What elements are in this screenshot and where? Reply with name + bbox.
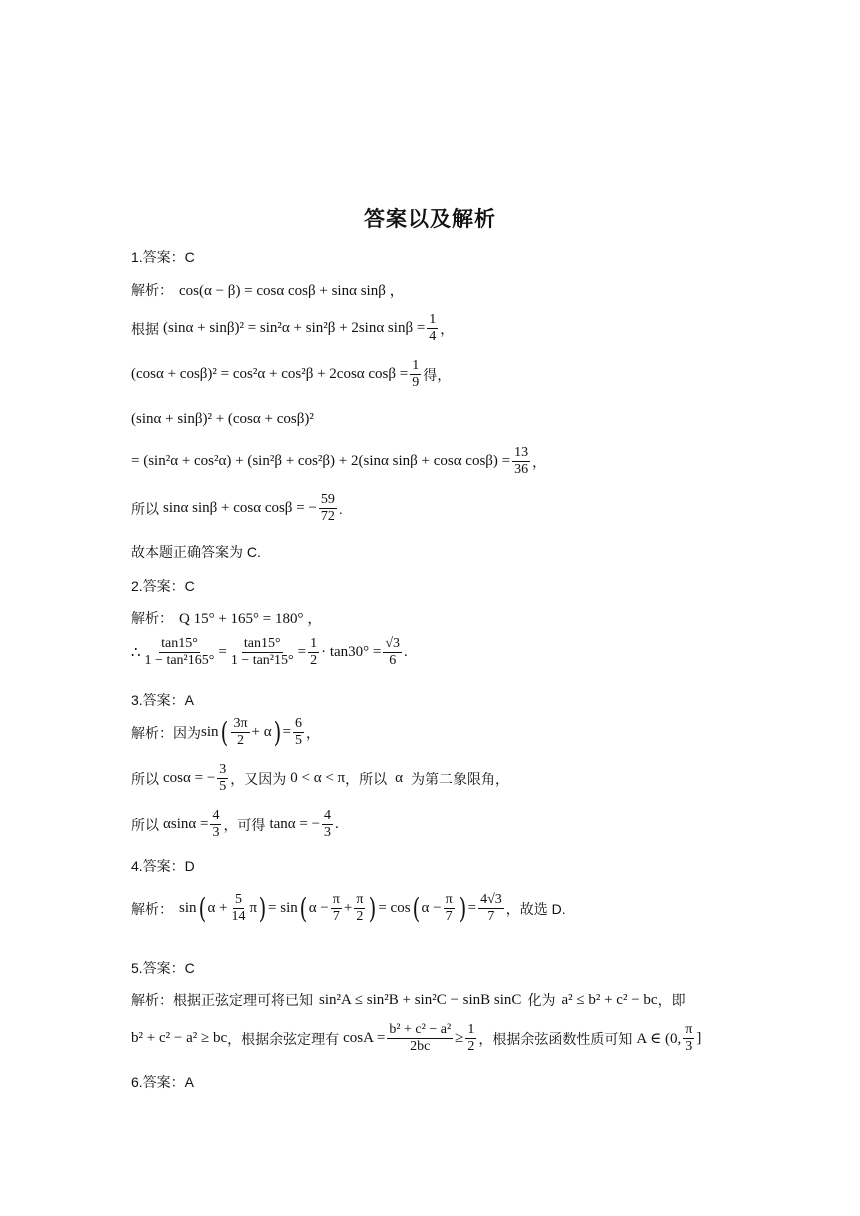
q1-solution-line-1: 解析： cos(α − β) = cosα cosβ + sinα sinβ ， (131, 281, 405, 299)
q2-solution-line-2: ∴ $\frac{\tan 15^\circ}{\text{1 − tan²165°}}$ = $\frac{\tan 15^\circ}{\text{1 − tan²15°}}$ = $\frac{1}{2}$ · tan30° = $\frac{√3}{6}$ . (131, 636, 408, 669)
q3-answer: 3.答案：A (131, 692, 195, 708)
q1-solution-line-4: (sinα + sinβ)² + (cosα + cosβ)² (131, 411, 314, 427)
q1-answer: 1.答案：C (131, 249, 195, 265)
q5-solution-line-1: 解析：根据正弦定理可将已知 sin²A ≤ sin²B + sin²C − sinB sinC 化为 a² ≤ b² + c² − bc ，即 (131, 991, 686, 1008)
q2-answer: 2.答案：C (131, 578, 195, 594)
q5-solution-line-2: b² + c² − a² ≥ bc ，根据余弦定理有 cosA = $\frac{\text{b² + c² − a²}}{2bc}$ ≥ $\frac{1}{2}$ ，根据余弦函数性质可知 A ∈ (0, $\frac{\pi}{3}$ ] (131, 1022, 702, 1055)
q1-solution-line-5: = (sin²α + cos²α) + (sin²β + cos²β) + 2(sinα sinβ + cosα cosβ) = $\frac{13}{36}$ ， (131, 445, 547, 478)
q1-solution-line-2: 根据 (sinα + sinβ)² = sin²α + sin²β + 2sinα sinβ = $\frac{1}{4}$ ， (131, 312, 455, 345)
q1-solution-line-6: 所以 sinα sinβ + cosα cosβ = − $\frac{59}{72}$ . (131, 492, 343, 525)
q3-solution-line-3: 所以 αsinα = $\frac{4}{3}$ ，可得 tanα = − $\frac{4}{3}$ . (131, 808, 339, 841)
q5-answer: 5.答案：C (131, 960, 195, 976)
q3-solution-line-1: 解析：因为 sin ( $\frac{3\pi}{2}$ + α ) = $\frac{6}{5}$ ， (131, 715, 321, 749)
q2-solution-line-1: 解析： Q 15° + 165° = 180° ， (131, 609, 323, 627)
q1-solution-line-3: (cosα + cosβ)² = cos²α + cos²β + 2cosα cosβ = $\frac{1}{9}$ 得， (131, 358, 452, 391)
q4-solution-line-1: 解析： sin ( α + $\frac{5}{14}$ π ) = sin ( α − $\frac{\pi}{7}$ + $\frac{\pi}{2}$ ) = cos ( α − $\frac{\pi}{7}$ ) = $\frac{4√3}{7}$ ，故选 D. (131, 891, 566, 925)
q6-answer: 6.答案：A (131, 1074, 195, 1090)
q3-solution-line-2: 所以 cosα = − $\frac{3}{5}$ ，又因为 0 < α < π ，所以 α 为第二象限角， (131, 762, 509, 795)
q4-answer: 4.答案：D (131, 858, 195, 874)
q1-conclusion: 故本题正确答案为 C. (131, 544, 261, 560)
page-title: 答案以及解析 (364, 207, 496, 231)
